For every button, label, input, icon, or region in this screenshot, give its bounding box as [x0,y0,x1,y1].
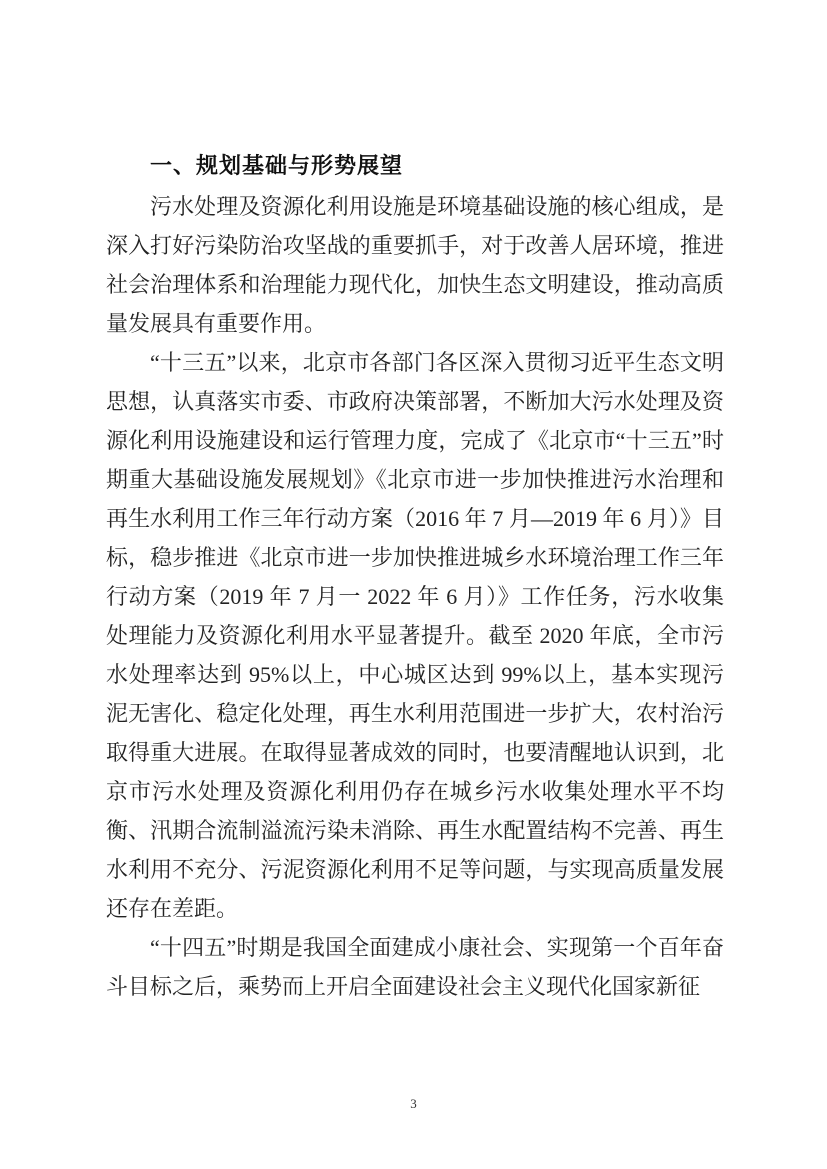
section-heading: 一、规划基础与形势展望 [150,154,404,179]
paragraph-shisiwu-outlook: “十四五”时期是我国全面建成小康社会、实现第一个百年奋斗目标之后，乘势而上开启全面建设社会主义现代化国家新征 [106,935,724,999]
paragraph-intro: 污水处理及资源化利用设施是环境基础设施的核心组成，是深入打好污染防治攻坚战的重要抓手，对于改善人居环境，推进社会治理体系和治理能力现代化，加快生态文明建设，推动高质量发展具有重要作用。 [106,194,724,336]
page-content [106,147,724,1006]
paragraph-shisanwu-review: “十三五”以来，北京市各部门各区深入贯彻习近平生态文明思想，认真落实市委、市政府决策部署，不断加大污水处理及资源化利用设施建设和运行管理力度，完成了《北京市“十三五”时期重大基础设施发展规划》《北京市进一步加快推进污水治理和再生水利用工作三年行动方案（2016 年 7 月—2019 年 6 月）》目标，稳步推进《北京市进一步加快推进城乡水环境治理工作三年行动方案（2019 年 7 月一 2022 年 6 月）》工作任务，污水收集处理能力及资源化利用水平显著提升。截至 2020 年底，全市污水处理率达到 95%以上，中心城区达到 99%以上，基本实现污泥无害化、稳定化处理，再生水利用范围进一步扩大，农村治污取得重大进展。在取得显著成效的同时，也要清醒地认识到，北京市污水处理及资源化利用仍存在城乡污水收集处理水平不均衡、汛期合流制溢流污染未消除、再生水配置结构不完善、再生水利用不充分、污泥资源化利用不足等问题，与实现高质量发展还存在差距。 [106,350,724,921]
page-number: 3 [410,1096,417,1111]
